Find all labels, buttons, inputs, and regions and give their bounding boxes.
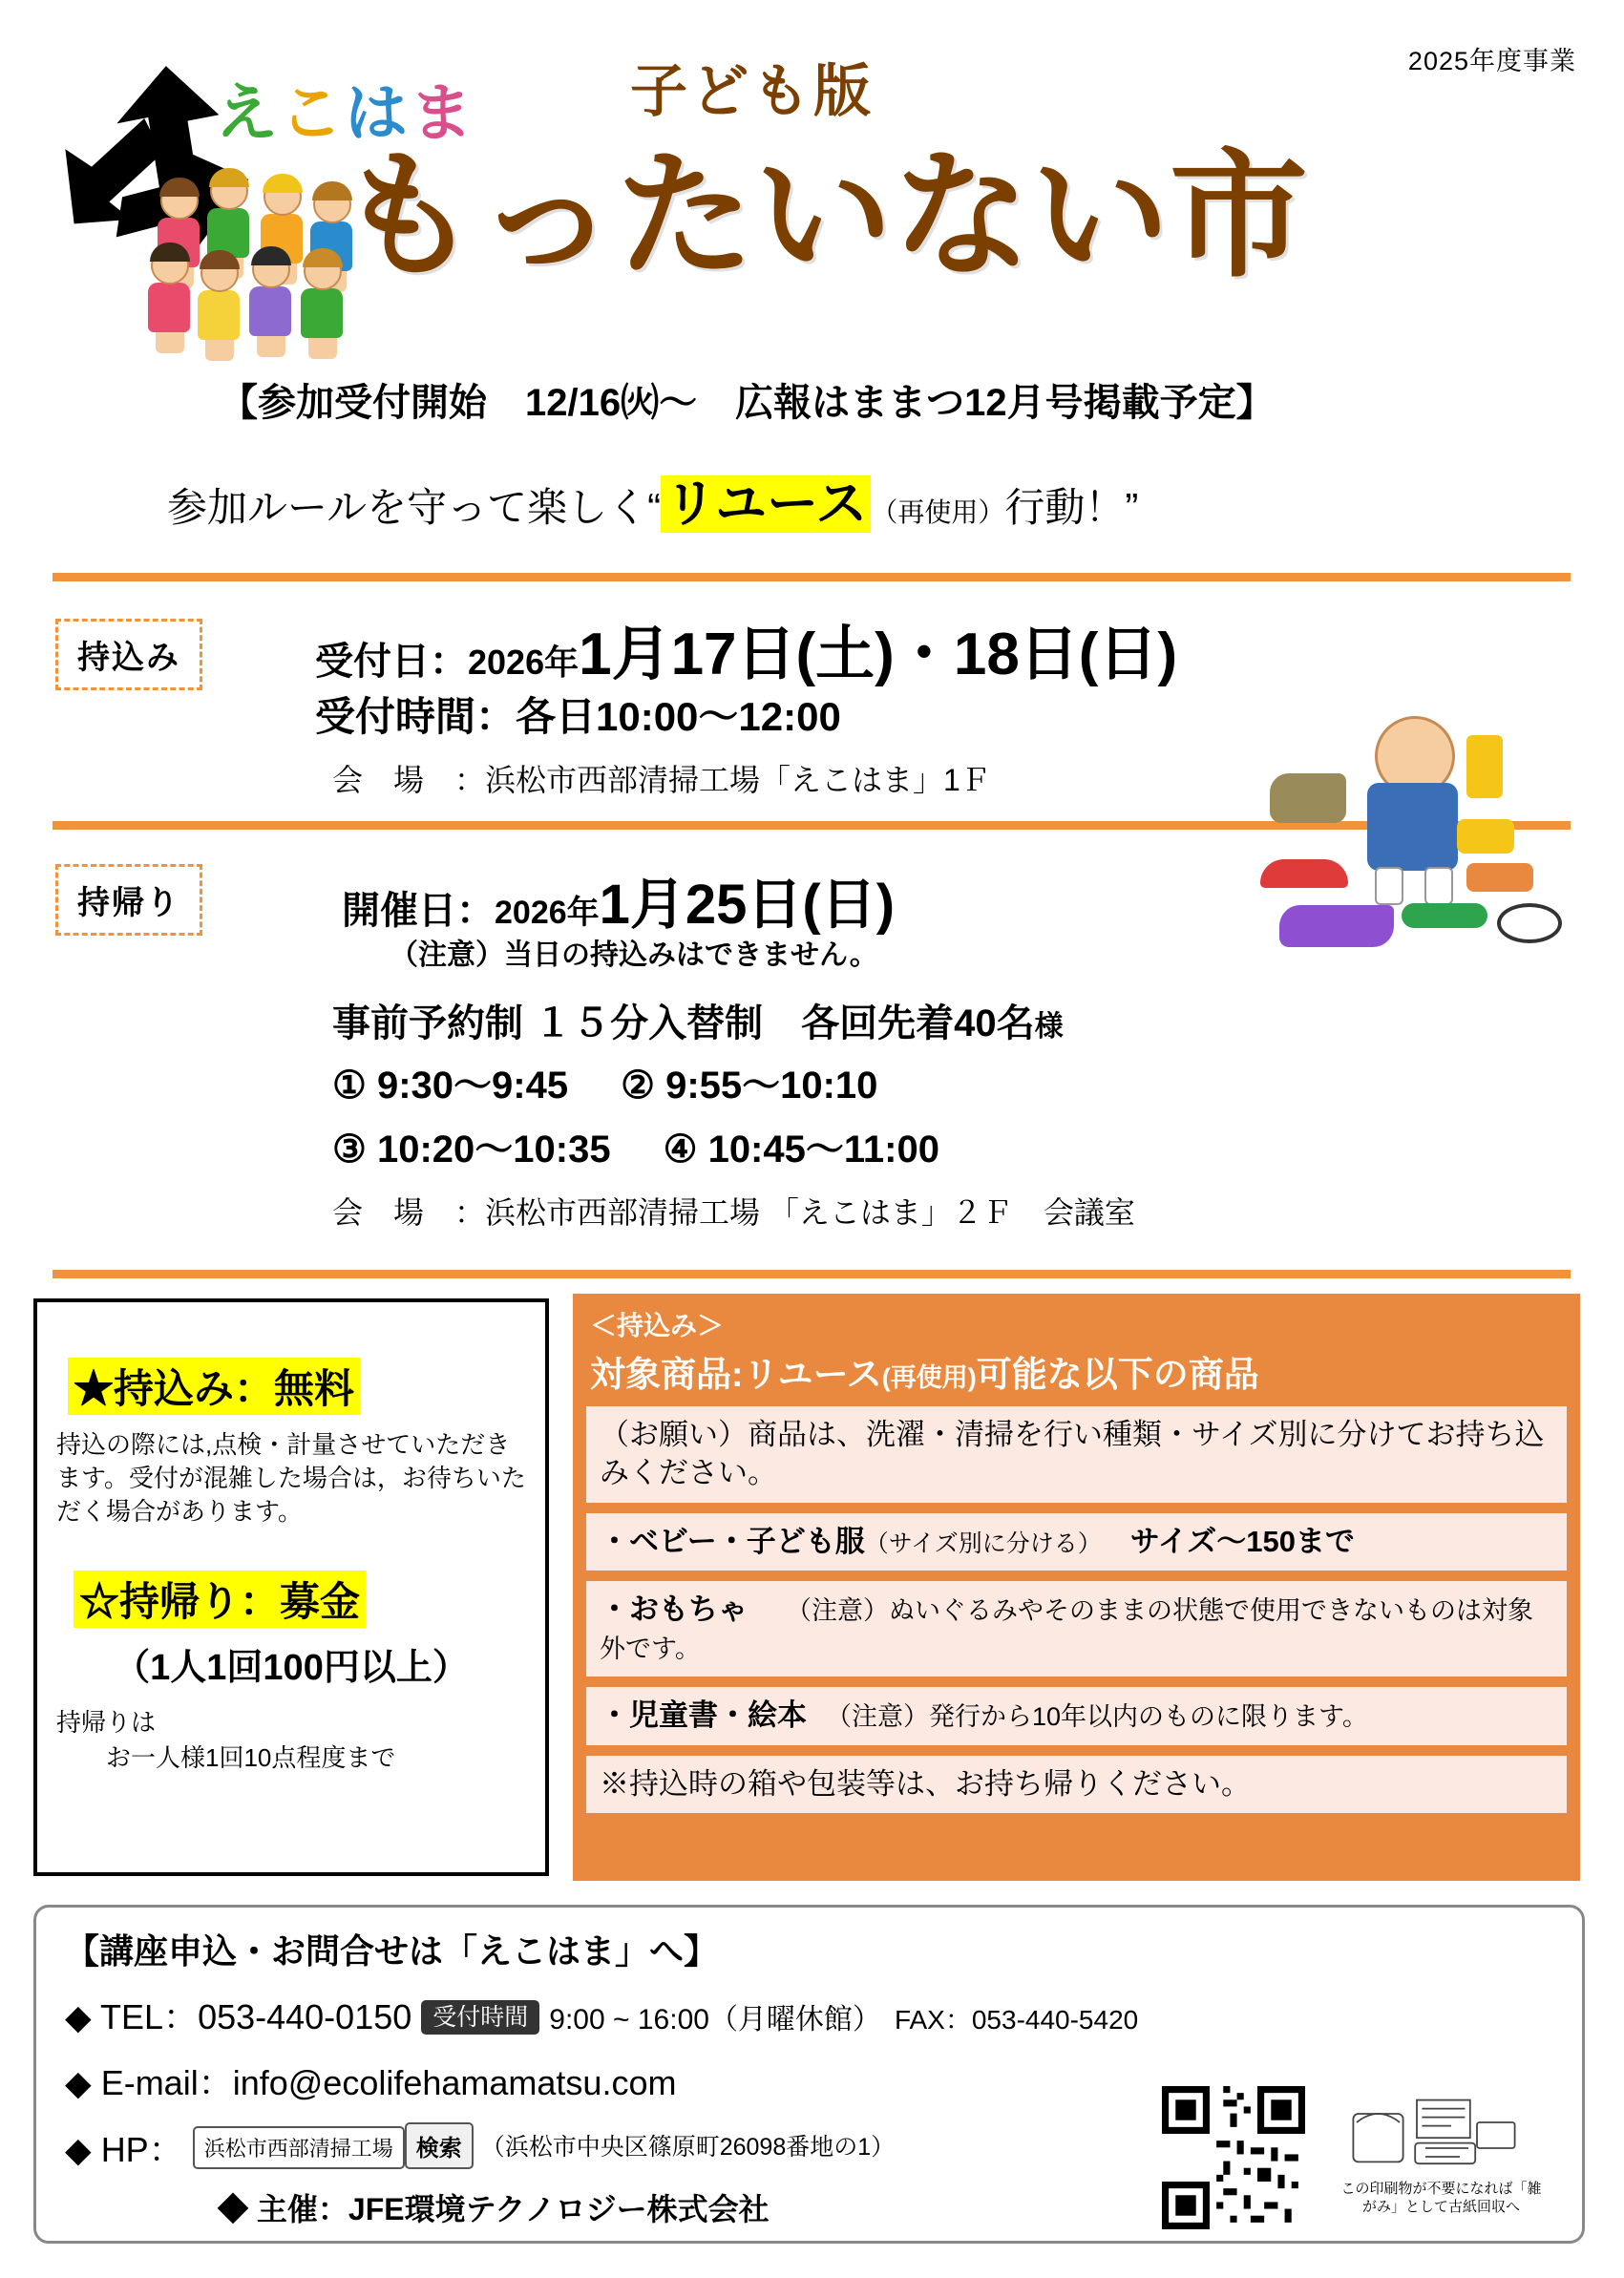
item-packaging-text: ※持込時の箱や包装等は、お持ち帰りください。 (600, 1766, 1251, 1801)
recycle-mark (1339, 2088, 1544, 2231)
item-request-text: （お願い）商品は、洗濯・清掃を行い種類・サイズ別に分けてお持ち込みください。 (600, 1418, 1545, 1490)
toy-doll-leg-right (1424, 867, 1453, 905)
pickup-slot-4: ④ 10:45～11:00 (663, 1128, 939, 1171)
closed-note: （月曜休館） (708, 2004, 881, 2035)
pickup-date-label: 開催日： (342, 890, 495, 932)
item-row-request (584, 1404, 1569, 1505)
hp-keyword-field: 浜松市西部清掃工場 (193, 2126, 405, 2169)
dropoff-date-value: 1月17日(土)・18日(日) (579, 622, 1178, 687)
fee-dropoff-note: 持込の際には,点検・計量させていただきます。受付が混雑した場合は，お待ちいただく場合があります。 (56, 1430, 526, 1527)
pickup-date (342, 859, 895, 939)
pickup-slot-1: ① 9:30～9:45 (332, 1065, 569, 1107)
item-row-packaging (584, 1754, 1569, 1815)
dropoff-place (332, 756, 991, 800)
reuse-word: リユース (661, 475, 871, 533)
pickup-reservation-text: 事前予約制 １５分入替制 (332, 1002, 764, 1044)
reuse-slogan (167, 463, 1138, 537)
pickup-slot-row-1 (332, 1055, 877, 1109)
pickup-place (332, 1189, 1135, 1233)
contact-fax: FAX：053-440-5420 (894, 2005, 1139, 2035)
item-clothes-note: （サイズ別に分ける） (864, 1529, 1102, 1557)
item-toys-note: （注意）ぬいぐるみやそのままの状態で使用できないものは対象外です。 (600, 1595, 1533, 1664)
dropoff-date (315, 606, 1177, 691)
recycle-note: この印刷物が不要になれば「雑がみ」として古紙回収へ (1340, 2181, 1542, 2215)
toy-car-red (1260, 859, 1348, 888)
pickup-place-value: 浜松市西部清掃工場 「えこはま」２Ｆ 会議室 (485, 1195, 1135, 1230)
contact-email-row (65, 2057, 1553, 2105)
paper-recycle-icon (1339, 2088, 1529, 2174)
item-clothes-size: サイズ～150まで (1129, 1524, 1356, 1558)
toy-doll-body (1367, 783, 1458, 871)
dropoff-time: 受付時間：各日10:00～12:00 (315, 694, 841, 739)
contact-title: 【講座申込・お問合せは「えこはま」へ】 (65, 1931, 719, 1971)
reuse-suffix: 行動！” (1004, 485, 1139, 530)
contact-email-label: ◆ E-mail： (65, 2063, 233, 2102)
fees-box (33, 1298, 549, 1876)
accepted-items-box (573, 1294, 1580, 1881)
contact-tel-label: ◆ TEL： (65, 1997, 199, 2036)
items-head-2 (590, 1345, 1569, 1397)
pickup-slot-3: ③ 10:20～10:35 (332, 1128, 611, 1171)
toy-block-yellow (1457, 819, 1514, 854)
contact-email-value[interactable]: info@ecolifehamamatsu.com (232, 2063, 677, 2102)
pickup-date-year: 2026年 (495, 895, 600, 931)
year-note: 2025年度事業 (1407, 47, 1576, 75)
items-head-2c: 可能な以下の商品 (976, 1355, 1259, 1394)
dropoff-date-label: 受付日： (315, 641, 468, 683)
pickup-slot-row-2 (332, 1119, 939, 1173)
item-toys-label: ・おもちゃ (600, 1592, 748, 1626)
item-books-note: （注意）発行から10年以内のものに限ります。 (826, 1702, 1368, 1732)
fee-pickup-amount: （1人1回100円以上） (114, 1648, 469, 1689)
pickup-tag: 持帰り (55, 864, 202, 936)
contact-hp-row (65, 2122, 1553, 2172)
item-books-label: ・児童書・絵本 (600, 1698, 807, 1733)
pickup-date-value: 1月25日(日) (599, 874, 896, 936)
item-row-books (584, 1685, 1569, 1746)
toy-dinosaur-purple (1279, 905, 1394, 947)
toys-illustration (1260, 716, 1575, 974)
toy-hammer-yellow (1466, 735, 1503, 798)
contact-address: （浜松市中央区篠原町26098番地の1） (480, 2134, 896, 2161)
item-row-clothes (584, 1511, 1569, 1572)
qr-code (1162, 2086, 1305, 2229)
item-clothes-label: ・ベビー・子ども服 (600, 1524, 865, 1558)
pickup-slot-2: ② 9:55～10:10 (621, 1065, 878, 1107)
pickup-capacity: 各回先着40名 (801, 1002, 1035, 1044)
hours-value: 9:00 ~ 16:00 (549, 2004, 709, 2035)
toy-bat-green (1402, 903, 1487, 928)
fee-pickup-note1: 持帰りは (56, 1708, 157, 1738)
reuse-prefix: 参加ルールを守って楽しく“ (167, 485, 662, 530)
divider-1 (53, 573, 1571, 581)
dropoff-tag: 持込み (55, 619, 202, 690)
items-head-2b: (再使用) (881, 1363, 977, 1392)
toy-doll-leg-left (1375, 867, 1403, 905)
reuse-paren: （再使用） (871, 497, 1005, 527)
fee-dropoff-title: ★持込み：無料 (68, 1358, 360, 1415)
fee-pickup-title: ☆持帰り：募金 (74, 1571, 366, 1628)
contact-host: ◆ 主催：JFE環境テクノロジー株式会社 (218, 2192, 770, 2226)
hours-badge: 受付時間 (421, 2000, 539, 2035)
contact-tel-row (65, 1991, 1553, 2039)
eco-logo: えこはま (215, 77, 475, 148)
items-head-2a: 対象商品:リユース (590, 1355, 882, 1394)
dropoff-place-value: 浜松市西部清掃工場「えこはま」1Ｆ (485, 763, 991, 797)
page-title: もったいない市 (339, 138, 1308, 293)
contact-tel-value: 053-440-0150 (198, 1997, 412, 2036)
dropoff-date-year: 2026年 (468, 643, 580, 682)
search-button[interactable]: 検索 (405, 2122, 474, 2169)
pickup-place-label: 会 場 ： (332, 1195, 486, 1230)
contact-hp-label: ◆ HP： (65, 2130, 183, 2169)
pickup-reservation (332, 993, 1064, 1047)
dropoff-place-label: 会 場 ： (332, 763, 486, 797)
fee-pickup-note2: お一人様1回10点程度まで (106, 1743, 396, 1773)
toy-ring-white (1497, 903, 1562, 943)
contact-box (33, 1905, 1585, 2244)
pickup-capacity-suffix: 様 (1034, 1011, 1064, 1043)
item-row-toys (584, 1579, 1569, 1679)
title-sub: 子ども版 (630, 59, 875, 123)
divider-3 (53, 1270, 1571, 1278)
pickup-note: （注意）当日の持込みはできません。 (390, 939, 878, 971)
registration-banner: 【参加受付開始 12/16㈫～ 広報はままつ12月号掲載予定】 (220, 382, 1275, 424)
items-head-1: ＜持込み＞ (590, 1311, 725, 1340)
toy-dinosaur-gray (1270, 773, 1346, 823)
toy-block-orange (1466, 863, 1533, 892)
